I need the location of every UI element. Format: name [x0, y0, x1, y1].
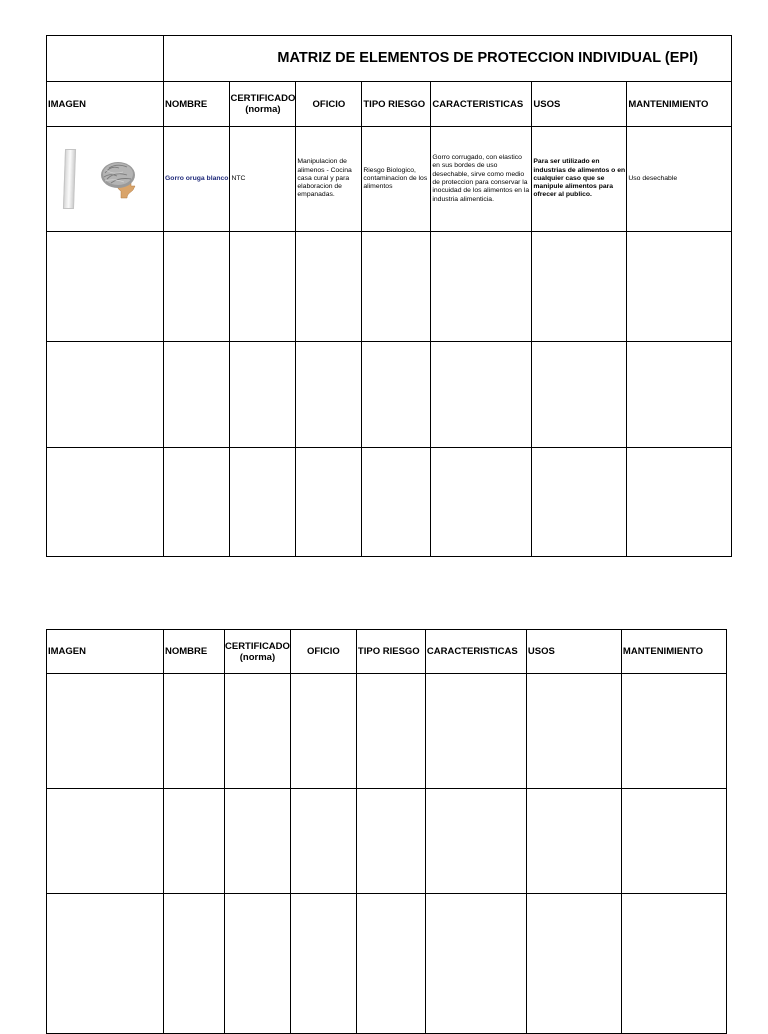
header-nombre: NOMBRE [164, 630, 225, 674]
hairnet-head-icon [97, 159, 153, 199]
oficio-cell: Manipulacion de alimenos - Cocina casa cural y para elaboracion de empanadas. [296, 127, 362, 232]
table-row [47, 127, 732, 232]
header-caracteristicas: CARACTERISTICAS [425, 630, 526, 674]
corner-cell [47, 36, 164, 82]
table-row-empty [47, 342, 732, 448]
header-nombre: NOMBRE [164, 82, 230, 127]
table-row-empty [47, 894, 727, 1034]
table-row-empty [47, 674, 727, 789]
header-row [47, 630, 727, 674]
imagen-cell [47, 127, 164, 232]
header-row [47, 82, 732, 127]
header-imagen: IMAGEN [47, 630, 164, 674]
header-tipo-riesgo: TIPO RIESGO [362, 82, 431, 127]
tipo-riesgo-cell: Riesgo Biologico, contaminacion de los alimentos [362, 127, 431, 232]
mantenimiento-cell: Uso desechable [627, 127, 732, 232]
header-oficio: OFICIO [290, 630, 356, 674]
matrix-title: MATRIZ DE ELEMENTOS DE PROTECCION INDIVIDUAL (EPI) [164, 36, 732, 82]
table-row-empty [47, 789, 727, 894]
title-row [47, 36, 732, 82]
header-certificado: CERTIFICADO (norma) [230, 82, 296, 127]
header-oficio: OFICIO [296, 82, 362, 127]
epi-matrix-table [46, 35, 732, 557]
header-imagen: IMAGEN [47, 82, 164, 127]
table-row-empty [47, 448, 732, 557]
header-tipo-riesgo: TIPO RIESGO [356, 630, 425, 674]
header-mantenimiento: MANTENIMIENTO [627, 82, 732, 127]
header-certificado: CERTIFICADO (norma) [225, 630, 291, 674]
certificado-cell: NTC [230, 127, 296, 232]
usos-cell: Para ser utilizado en industrias de alimentos o en cualquier caso que se manipule alimentos para ofrecer al publico. [532, 127, 627, 232]
header-usos: USOS [532, 82, 627, 127]
header-mantenimiento: MANTENIMIENTO [621, 630, 726, 674]
caracteristicas-cell: Gorro corrugado, con elastico en sus bordes de uso desechable, sirve como medio de proteccion para conservar la inocuidad de los alimentos en la industria alimenticia. [431, 127, 532, 232]
nombre-cell: Gorro oruga blanco [164, 127, 230, 232]
header-usos: USOS [526, 630, 621, 674]
bar-strip-icon [63, 149, 76, 209]
epi-matrix-table-2 [46, 629, 727, 1034]
header-caracteristicas: CARACTERISTICAS [431, 82, 532, 127]
table-row-empty [47, 232, 732, 342]
